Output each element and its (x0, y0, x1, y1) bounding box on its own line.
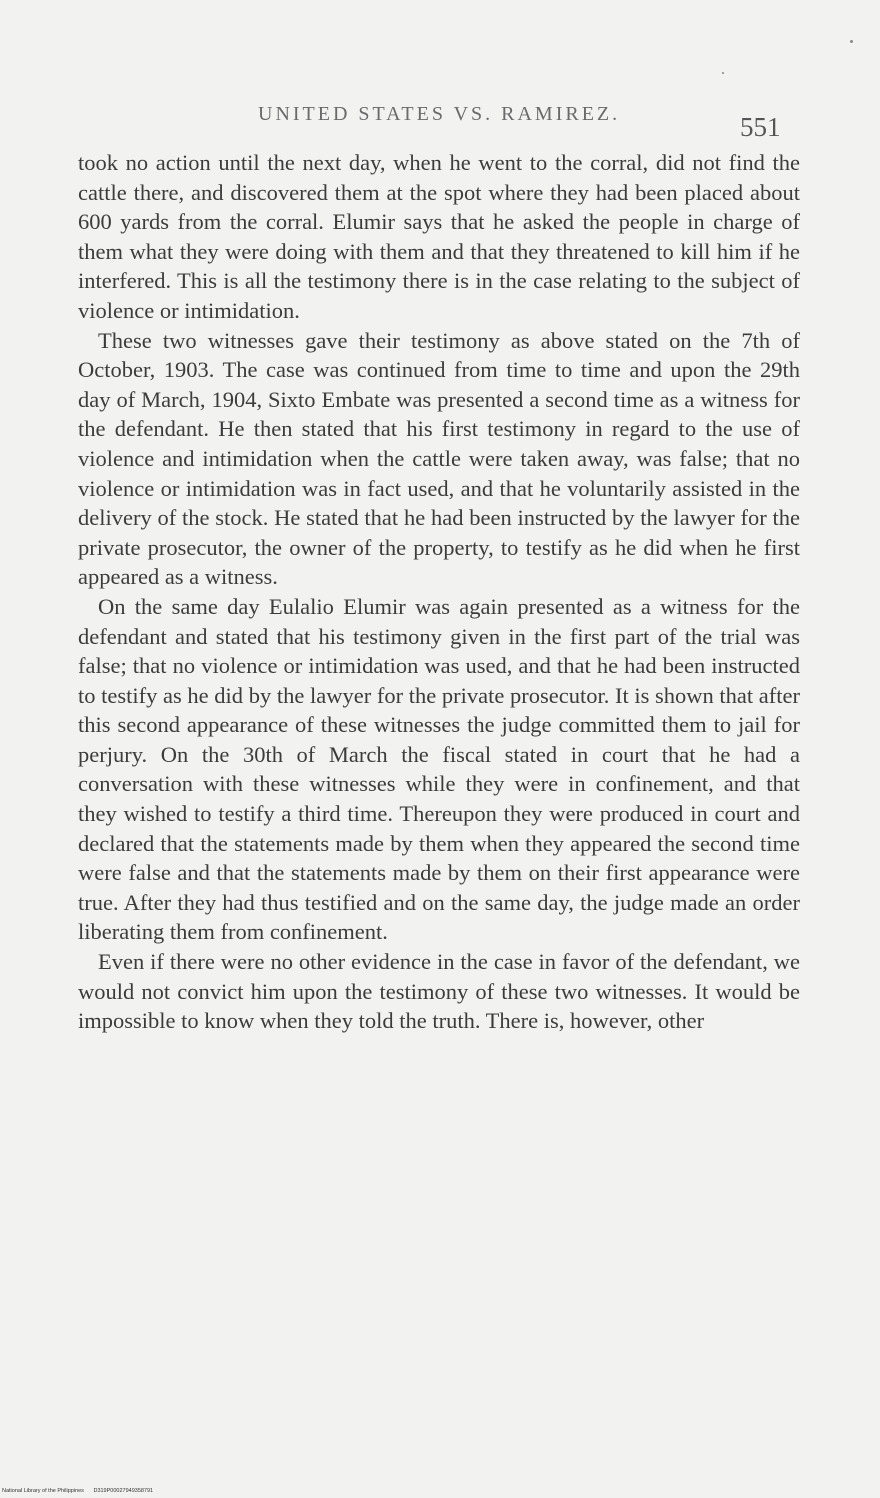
body-text (78, 148, 800, 1036)
paragraph: On the same day Eulalio Elumir was again presented as a witness for the defendant and stated that his testimony given in the first part of the trial was false; that no violence or intimidation was used, and that he had been instructed to testify as he did by the lawyer for the private prosecutor. It is shown that after this second appearance of these witnesses the judge committed them to jail for perjury. On the 30th of March the fiscal stated in court that he had a conversation with these witnesses while they were in confinement, and that they wished to testify a third time. Thereupon they were produced in court and declared that the statements made by them when they appeared the second time were false and that the statements made by them on their first appearance were true. After they had thus testified and on the same day, the judge made an order liberating them from confinement. (78, 593, 800, 945)
running-head: UNITED STATES VS. RAMIREZ. (258, 103, 621, 125)
scan-speck (722, 72, 724, 74)
scan-speck (850, 40, 853, 43)
page-number: 551 (740, 112, 781, 142)
paragraph: Even if there were no other evidence in the case in favor of the defendant, we would not convict him upon the testimony of these two witnesses. It would be impossible to know when they told the truth. There is, however, other (78, 949, 800, 1034)
paragraph-continued: took no action until the next day, when he went to the corral, did not find the cattle there, and discovered them at the spot where they had been placed about 600 yards from the corral. Elumir says that he asked the people in charge of them what they were doing with them and that they threatened to kill him if he interfered. This is all the testimony there is in the case relating to the subject of violence or intimidation. (78, 150, 800, 323)
scan-footer (2, 1488, 161, 1494)
library-credit: National Library of the Philippines (2, 1488, 84, 1494)
paragraph: These two witnesses gave their testimony as above stated on the 7th of October, 1903. The case was continued from time to time and upon the 29th day of March, 1904, Sixto Embate was presented a second time as a witness for the defendant. He then stated that his first testimony in regard to the use of violence and intimidation when the cattle were taken away, was false; that no violence or intimidation was in fact used, and that he voluntarily assisted in the delivery of the stock. He stated that he had been instructed by the lawyer for the private prosecutor, the owner of the property, to testify as he did when he first appeared as a witness. (78, 327, 800, 590)
scan-identifier: D319P00027949358791 (93, 1488, 154, 1494)
